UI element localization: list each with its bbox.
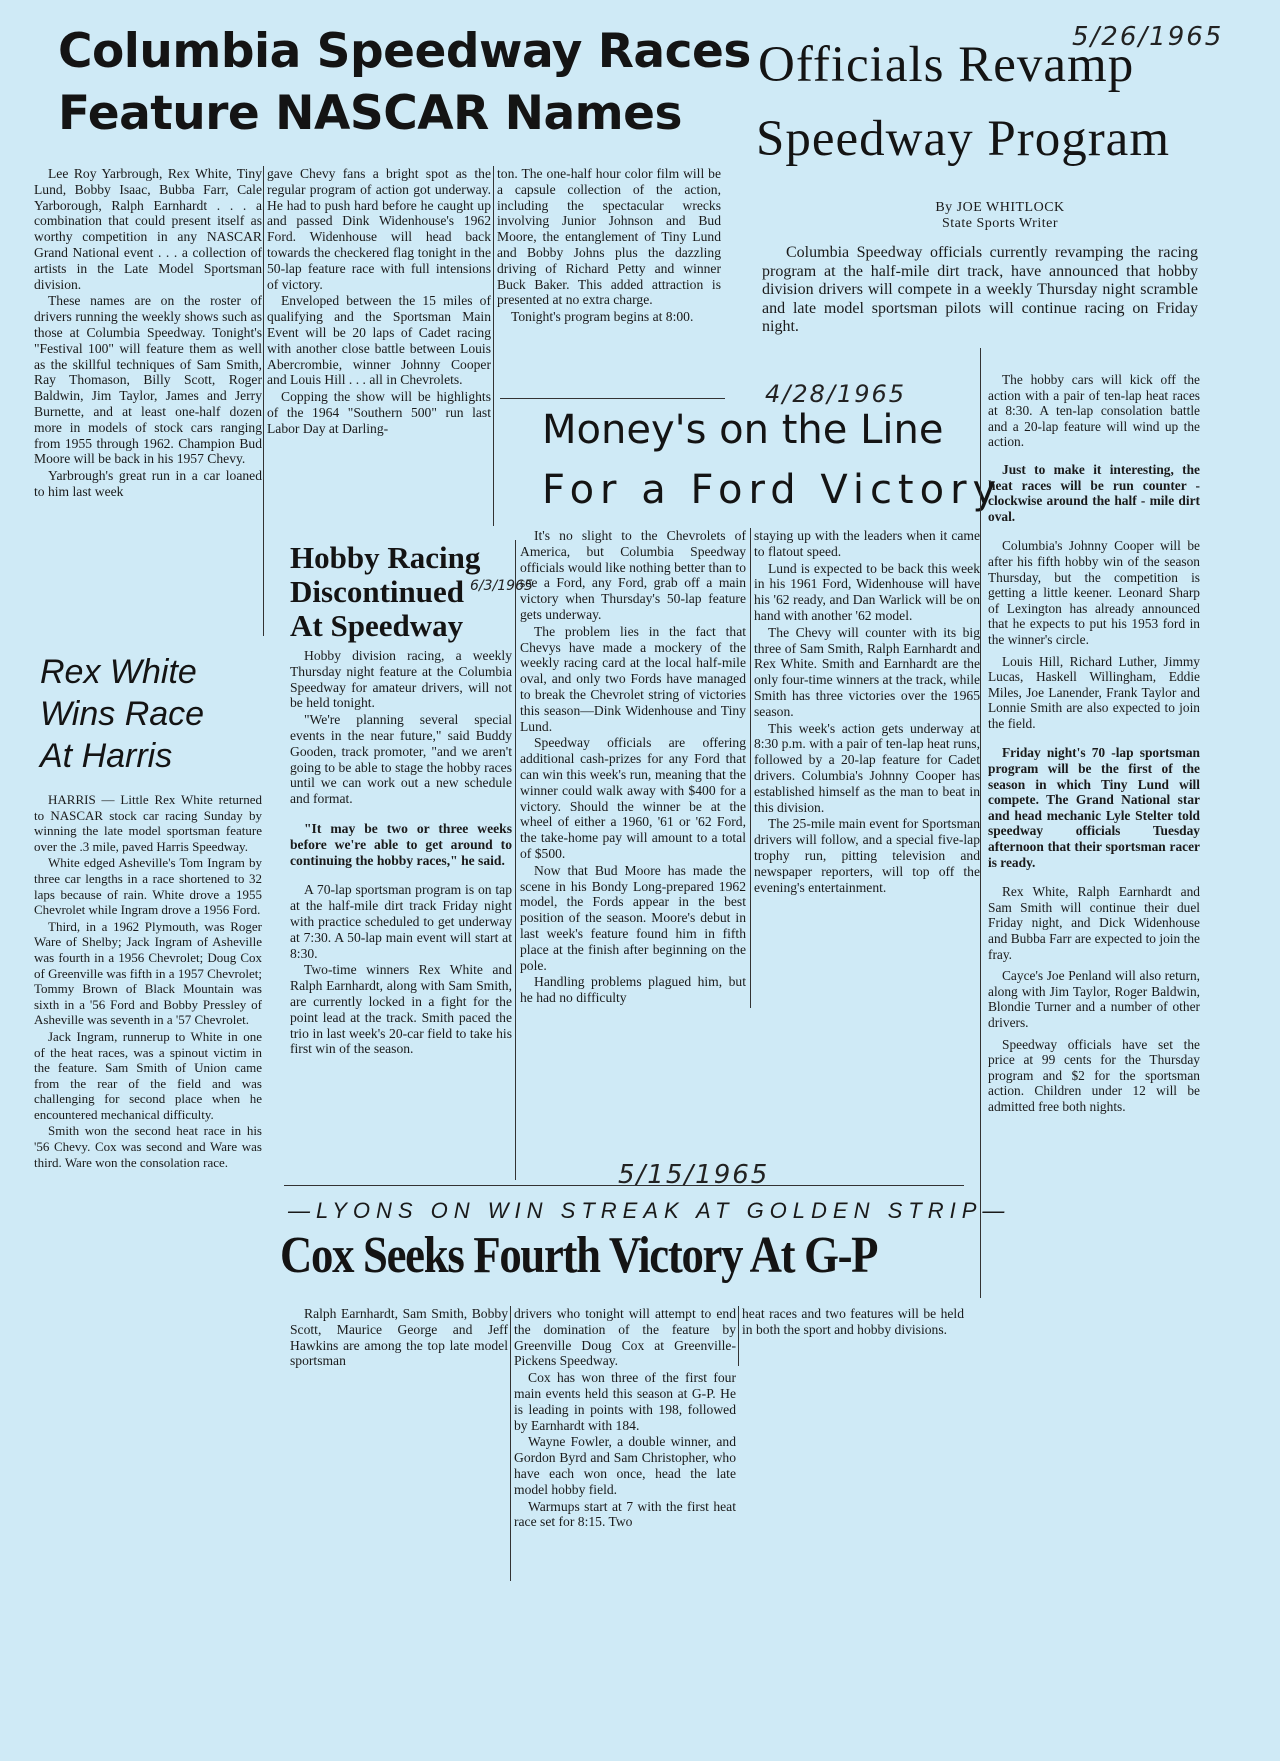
columbia-column-3	[497, 166, 721, 326]
date-annotation-top: 5/26/1965	[1072, 22, 1224, 52]
columbia-paragraph: Tonight's program begins at 8:00.	[511, 309, 694, 325]
hobby-headline-line2: Discontinued	[290, 574, 464, 609]
rexwhite-body	[34, 792, 262, 1171]
officials-byline-name: By JOE WHITLOCK	[935, 200, 1065, 215]
officials-paragraph: Speedway officials have set the price at 99 cents for the Thursday program and $2 for the sportsman action. Children under 12 will be admitted free both nights.	[988, 1036, 1200, 1114]
money-paragraph: Now that Bud Moore has made the scene in his Bondy Long-prepared 1962 model, the Fords appear in the best position of the season. Moore's debut in last week's feature found him in fifth place at the finish after beginning on the pole.	[520, 862, 746, 973]
columbia-paragraph: Yarbrough's great run in a car loaned to him last week	[34, 468, 262, 499]
hobby-paragraph: Hobby division racing, a weekly Thursday night feature at the Columbia Speedway for amateur drivers, will not be held tonight.	[290, 648, 512, 711]
columbia-headline-line1: Columbia Speedway Races	[58, 24, 751, 79]
money-paragraph: The problem lies in the fact that Chevys have made a mockery of the weekly racing card at the local half-mile oval, and only two Fords have managed to break the Chevrolet string of victories this season—Dink Widenhouse and Tiny Lund.	[520, 623, 746, 734]
columbia-paragraph: Lee Roy Yarbrough, Rex White, Tiny Lund, Bobby Isaac, Bubba Farr, Cale Yarborough, Ralph Earnhardt . . . a combination that could present itself as worthy competition in any NASCAR Grand National event . . . a collection of artists in the Late Model Sportsman division.	[34, 166, 262, 292]
money-paragraph: The 25-mile main event for Sportsman drivers will follow, and a special five-lap trophy run, pitting television and newspaper reporters, will top off the evening's entertainment.	[754, 816, 980, 895]
hobby-paragraph: A 70-lap sportsman program is on tap at the half-mile dirt track Friday night with practice scheduled to get underway at 7:30. A 50-lap main event will start at 8:30.	[290, 882, 512, 961]
officials-byline-title: State Sports Writer	[942, 216, 1058, 231]
officials-headline-line2: Speedway Program	[756, 111, 1170, 167]
officials-body	[988, 372, 1200, 1116]
hobby-headline-line1: Hobby Racing	[290, 540, 481, 575]
column-rule	[263, 166, 264, 636]
rexwhite-paragraph: White edged Asheville's Tom Ingram by three car lengths in a race shortened to 32 laps because of rain. White drove a 1955 Chevrolet while Ingram drove a 1956 Ford.	[34, 855, 262, 918]
column-rule	[510, 1306, 511, 1581]
columbia-paragraph: Copping the show will be highlights of the 1964 "Southern 500" run last Labor Day at Darling-	[267, 389, 491, 436]
hobby-paragraph: Two-time winners Rex White and Ralph Earnhardt, along with Sam Smith, are currently locked in a fight for the point lead at the track. Smith paced the trio in last week's 20-car field to take his first win of the season.	[290, 962, 512, 1057]
column-rule	[750, 528, 751, 1008]
money-paragraph: This week's action gets underway at 8:30 p.m. with a pair of ten-lap heat runs, followed by a 20-lap feature for Cadet drivers. Columbia's Johnny Cooper has established himself as the man to beat in this division.	[754, 720, 980, 815]
date-annotation-cox: 5/15/1965	[618, 1160, 770, 1190]
columbia-column-1	[34, 166, 262, 501]
rexwhite-paragraph: Third, in a 1962 Plymouth, was Roger Ware of Shelby; Jack Ingram of Asheville was fourth in a 1956 Chevrolet; Doug Cox of Greenville was fifth in a 1957 Chevrolet; Tommy Brown of Black Mountain was sixth in a '56 Ford and Bobby Pressley of Asheville was seventh in a '57 Chevrolet.	[34, 918, 262, 1028]
cox-paragraph: drivers who tonight will attempt to end the domination of the feature by Greenville Doug Cox at Greenville-Pickens Speedway.	[514, 1306, 736, 1369]
cox-paragraph: heat races and two features will be held in both the sport and hobby divisions.	[742, 1306, 964, 1337]
money-paragraph: Speedway officials are offering additional cash-prizes for any Ford that can win this week's run, meaning that the winner could walk away with $400 for a victory. Should the winner be at the wheel of either a 1960, '61 or '62 Ford, the take-home pay will amount to a total of $500.	[520, 735, 746, 861]
officials-lede-paragraph: Columbia Speedway officials currently revamping the racing program at the half-mile dirt track, have announced that hobby division drivers will compete in a weekly Thursday night scramble and late model sportsman pilots will continue racing on Friday night.	[762, 244, 1198, 335]
columbia-paragraph: Enveloped between the 15 miles of qualifying and the Sportsman Main Event will be 20 laps of Cadet racing with another close battle between Louis Abercrombie, winner Johnny Cooper and Louis Hill . . . all in Chevrolets.	[267, 293, 491, 388]
money-headline-line1: Money's on the Line	[542, 407, 944, 453]
rexwhite-paragraph: Smith won the second heat race in his '56 Chevy. Cox was second and Ware was third. Ware won the consolation race.	[34, 1123, 262, 1170]
date-annotation-money: 4/28/1965	[765, 380, 907, 408]
officials-lede	[762, 244, 1198, 338]
hobby-paragraph: "We're planning several special events in the near future," said Buddy Gooden, track promoter, "and we aren't going to be able to stage the hobby races until we can work out a new schedule and format.	[290, 712, 512, 807]
officials-paragraph: Columbia's Johnny Cooper will be after his fifth hobby win of the season Thursday, but the competition is getting a little keener. Leonard Sharp of Lexington has already announced that he expects to put his 1953 ford in the winner's circle.	[988, 538, 1200, 647]
cox-headline: Cox Seeks Fourth Victory At G-P	[280, 1227, 878, 1284]
officials-paragraph: Rex White, Ralph Earnhardt and Sam Smith will continue their duel Friday night, and Dick Widenhouse and Bubba Farr are expected to join the fray.	[988, 884, 1200, 962]
officials-bold-paragraph: Friday night's 70 -lap sportsman program will be the first of the season in which Tiny Lund will compete. The Grand National star and head mechanic Lyle Stelter told speedway officials Tuesday afternoon that their sportsman racer is ready.	[988, 745, 1200, 870]
money-paragraph: Handling problems plagued him, but he had no difficulty	[520, 974, 746, 1006]
money-paragraph: staying up with the leaders when it came to flatout speed.	[754, 528, 980, 559]
cox-column-1	[290, 1306, 508, 1370]
section-rule	[500, 398, 725, 399]
rexwhite-paragraph: Jack Ingram, runnerup to White in one of the heat races, was a spinout victim in the feature. Sam Smith of Union came from the rear of the field and was challenging for second place when he encountered mechanical difficulty.	[34, 1028, 262, 1122]
cox-column-2	[514, 1306, 736, 1531]
columbia-paragraph: These names are on the roster of drivers running the weekly shows such as those at Columbia Speedway. Tonight's "Festival 100" will feature them as well as the skillful techniques of Sam Smith, Ray Thomason, Billy Scott, Roger Baldwin, Jim Taylor, James and Jerry Burnette, and at least one-half dozen more in models of stock cars ranging from 1955 through 1962. Champion Bud Moore will be back in his 1957 Chevy.	[34, 293, 262, 467]
cox-paragraph: Cox has won three of the first four main events held this season at G-P. He is leading in points with 198, followed by Earnhardt with 184.	[514, 1370, 736, 1433]
section-rule	[284, 1185, 964, 1186]
cox-kicker: —LYONS ON WIN STREAK AT GOLDEN STRIP—	[288, 1198, 1011, 1223]
columbia-paragraph: ton. The one-half hour color film will be a capsule collection of the action, including the spectacular wrecks involving Junior Johnson and Bud Moore, the entanglement of Tiny Lund and Bobby Johns plus the dazzling driving of Richard Petty and winner Buck Baker. This added attraction is presented at no extra charge.	[497, 166, 721, 308]
columbia-paragraph: gave Chevy fans a bright spot as the regular program of action got underway. He had to push hard before he caught up and passed Dink Widenhouse's 1962 Ford. Widenhouse will head back towards the checkered flag tonight in the 50-lap feature race with full intensions of victory.	[267, 166, 491, 292]
column-rule	[980, 348, 981, 1298]
officials-paragraph: Louis Hill, Richard Luther, Jimmy Lucas, Haskell Willingham, Eddie Miles, Joe Lanender, Frank Taylor and Lonnie Smith are also expected to join the field.	[988, 653, 1200, 731]
hobby-quote: "It may be two or three weeks before we're able to get around to continuing the hobby races," he said.	[290, 820, 512, 868]
hobby-headline-line3: At Speedway	[290, 608, 464, 643]
cox-column-3	[742, 1306, 964, 1339]
officials-headline-line1: Officials Revamp	[758, 37, 1135, 93]
cox-paragraph: Ralph Earnhardt, Sam Smith, Bobby Scott, Maurice George and Jeff Hawkins are among the top late model sportsman	[290, 1306, 508, 1369]
officials-paragraph: The hobby cars will kick off the action with a pair of ten-lap heat races at 8:30. A ten-lap consolation battle and a 20-lap feature will wind up the action.	[988, 372, 1200, 450]
column-rule	[515, 540, 516, 1180]
rexwhite-headline-line1: Rex White	[40, 653, 197, 691]
officials-paragraph: Cayce's Joe Penland will also return, along with Jim Taylor, Roger Baldwin, Blondie Turner and a number of other drivers.	[988, 968, 1200, 1030]
columbia-column-2	[267, 166, 491, 438]
columbia-headline-line2: Feature NASCAR Names	[58, 86, 682, 141]
rexwhite-paragraph: HARRIS — Little Rex White returned to NASCAR stock car racing Sunday by winning the late model sportsman feature over the .3 mile, paved Harris Speedway.	[34, 792, 262, 854]
rexwhite-headline-line2: Wins Race	[40, 695, 205, 733]
officials-bold-paragraph: Just to make it interesting, the heat races will be run counter - clockwise around the half - mile dirt oval.	[988, 461, 1200, 524]
money-column-2	[754, 528, 980, 896]
hobby-body	[290, 648, 512, 1058]
money-headline-line2: For a Ford Victory	[542, 467, 1003, 513]
money-column-1	[520, 528, 746, 1007]
cox-paragraph: Wayne Fowler, a double winner, and Gordon Byrd and Sam Christopher, who have each won once, head the late model hobby field.	[514, 1434, 736, 1497]
money-paragraph: Lund is expected to be back this week in his 1961 Ford, Widenhouse will have his '62 ready, and Dan Warlick will be on hand with another '62 model.	[754, 560, 980, 623]
cox-paragraph: Warmups start at 7 with the first heat race set for 8:15. Two	[514, 1498, 736, 1530]
column-rule	[493, 166, 494, 526]
date-annotation-hobby: 6/3/1965	[470, 578, 533, 594]
money-paragraph: It's no slight to the Chevrolets of America, but Columbia Speedway officials would like nothing better than to see a Ford, any Ford, grab off a main victory when Thursday's 50-lap feature gets underway.	[520, 528, 746, 622]
money-paragraph: The Chevy will counter with its big three of Sam Smith, Ralph Earnhardt and Rex White. Smith and Earnhardt are the only four-time winners at the track, while Smith has three victories over the 1965 season.	[754, 624, 980, 719]
rexwhite-headline-line3: At Harris	[40, 737, 173, 775]
column-rule	[738, 1306, 739, 1366]
